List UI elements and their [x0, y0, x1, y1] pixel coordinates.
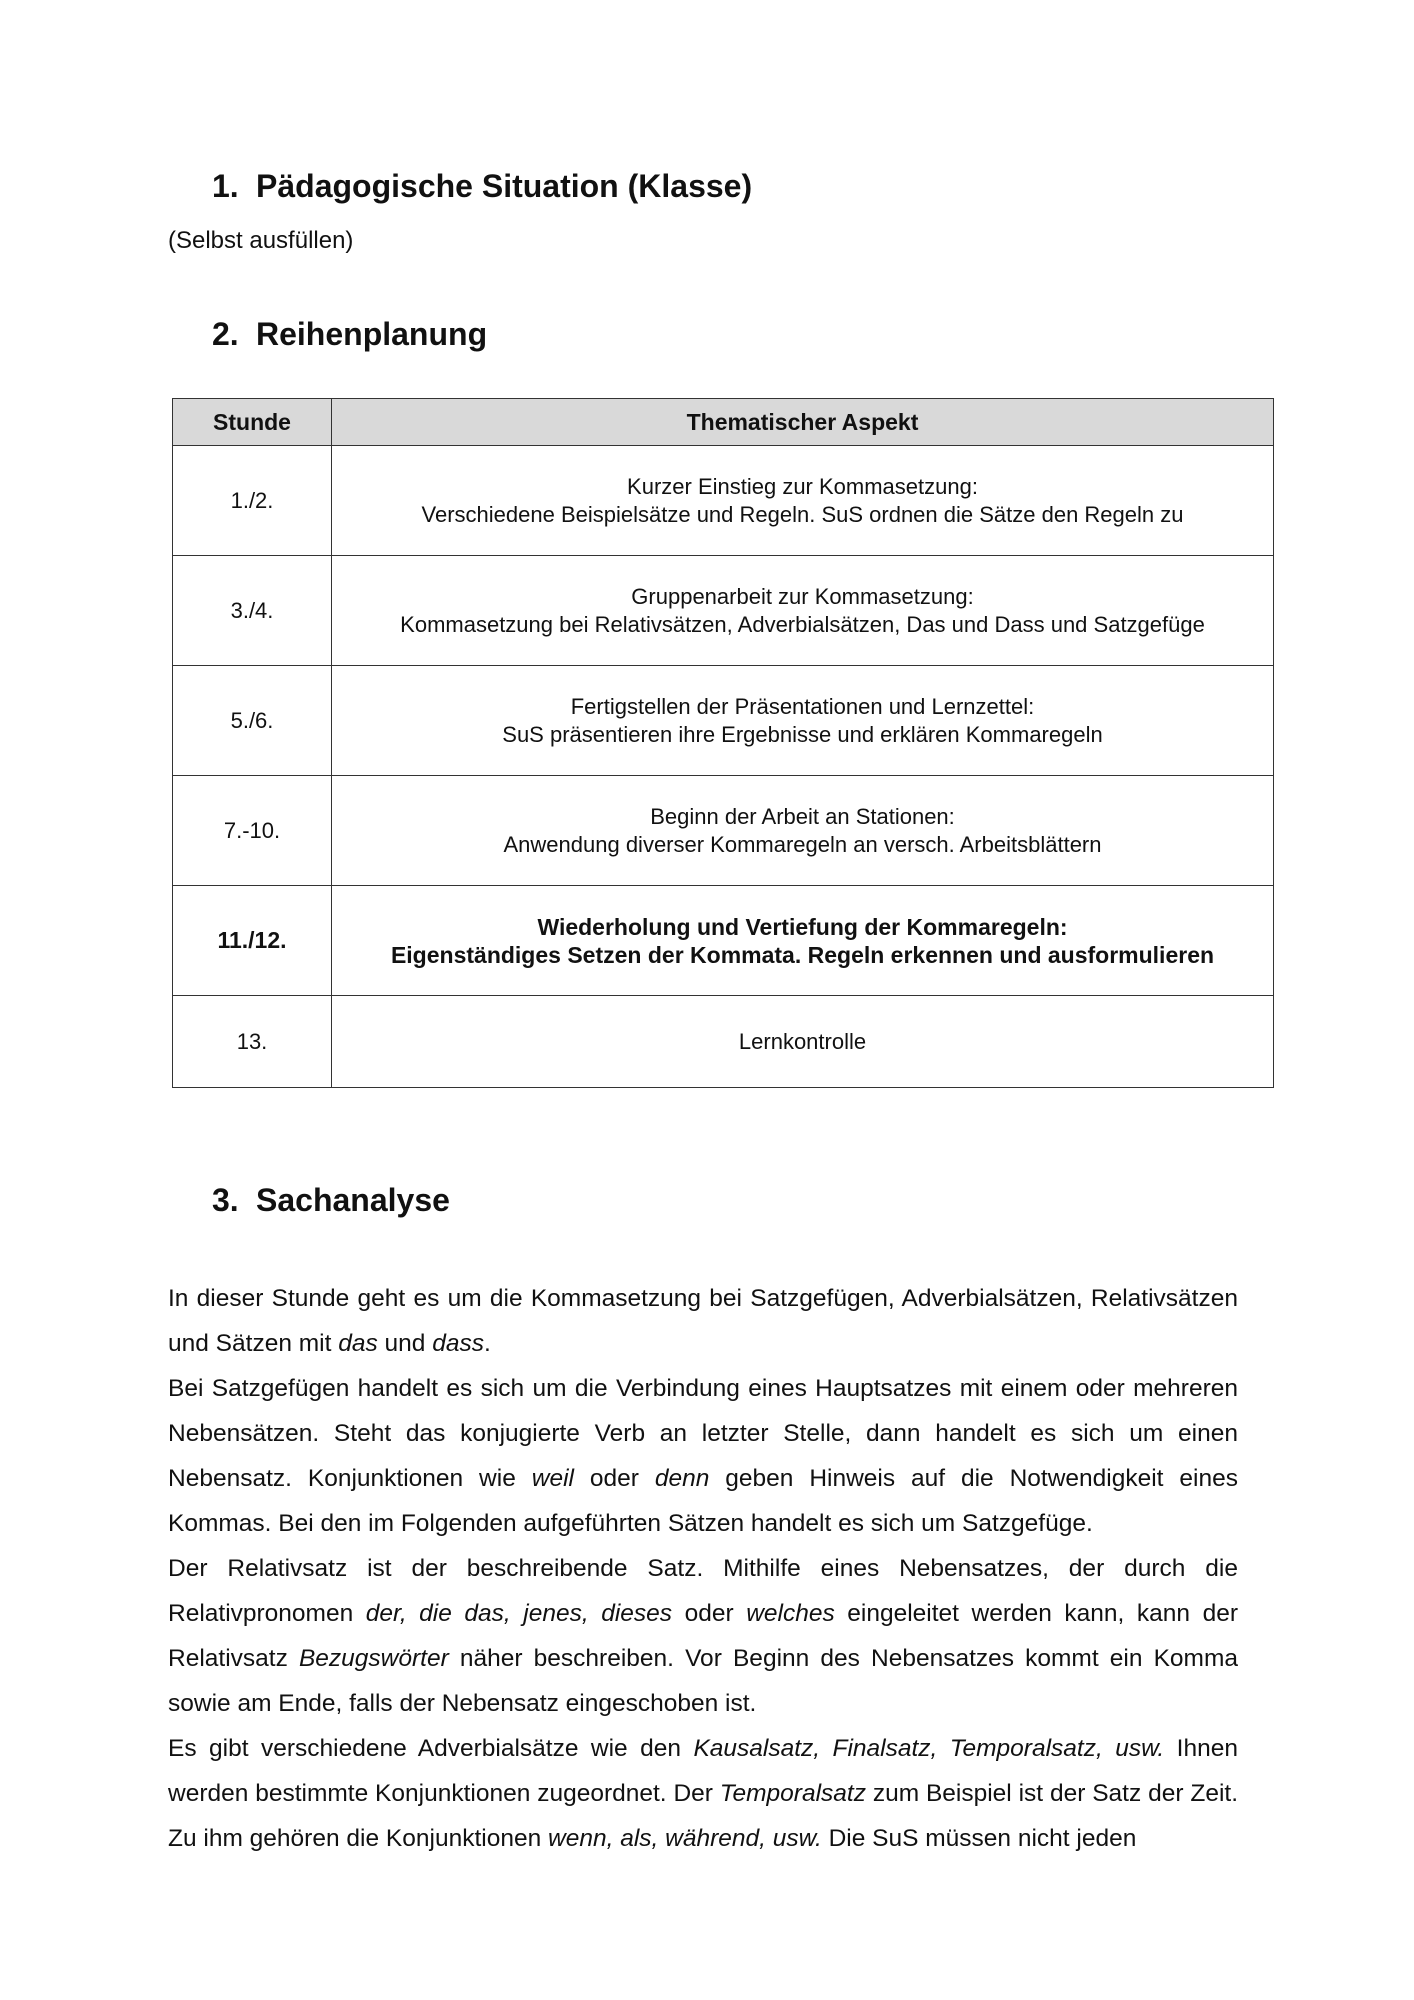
table-row [173, 446, 1274, 556]
paragraph [168, 1276, 1238, 1366]
fill-in-note: (Selbst ausfüllen) [168, 227, 354, 254]
lesson-number-cell: 7.-10. [173, 776, 332, 886]
topic-detail: Eigenständiges Setzen der Kommata. Regeln erkennen und ausformulieren [390, 941, 1215, 968]
lesson-number-cell: 13. [173, 996, 332, 1088]
text-run: geben Hinweis auf die Notwendigkeit eines Kommas. Bei den im Folgenden aufgeführten Sätzen handelt es sich um Satzgefüge. [168, 1465, 1238, 1537]
topic-title: Lernkontrolle [738, 1028, 867, 1054]
italic-term: der, die das, jenes, dieses [365, 1600, 673, 1627]
text-run: zum Beispiel ist der Satz der Zeit. Zu ihm gehören die Konjunktionen [168, 1780, 1239, 1852]
italic-term: welches [746, 1600, 835, 1627]
topic-cell [332, 556, 1274, 666]
italic-term: weil [531, 1465, 574, 1492]
lesson-number-cell: 1./2. [173, 446, 332, 556]
table-row-highlighted [173, 886, 1274, 996]
column-header-stunde: Stunde [173, 399, 332, 446]
topic-cell [332, 666, 1274, 776]
table-row [173, 666, 1274, 776]
section-heading-reihenplanung [212, 316, 487, 353]
paragraph [168, 1726, 1238, 1861]
topic-title: Fertigstellen der Präsentationen und Lernzettel: [570, 693, 1035, 719]
section-title: Pädagogische Situation (Klasse) [256, 168, 753, 204]
section-number: 2. [212, 316, 239, 352]
topic-detail: Kommasetzung bei Relativsätzen, Adverbialsätzen, Das und Dass und Satzgefüge [400, 611, 1205, 637]
table-row [173, 776, 1274, 886]
section-title: Sachanalyse [256, 1182, 450, 1218]
lesson-number-cell: 5./6. [173, 666, 332, 776]
table-row [173, 996, 1274, 1088]
topic-detail: Verschiedene Beispielsätze und Regeln. SuS ordnen die Sätze den Regeln zu [421, 501, 1184, 527]
italic-term: wenn, als, während, usw. [548, 1825, 822, 1852]
topic-title: Kurzer Einstieg zur Kommasetzung: [627, 473, 978, 499]
text-run: Ihnen werden bestimmte Konjunktionen zugeordnet. Der [168, 1735, 1238, 1807]
text-run: In dieser Stunde geht es um die Kommasetzung bei Satzgefügen, Adverbialsätzen, Relativsätzen und Sätzen mit [168, 1285, 1238, 1357]
paragraph [168, 1546, 1238, 1726]
text-run: Der Relativsatz ist der beschreibende Satz. Mithilfe eines Nebensatzes, der durch die Relativpronomen [168, 1555, 1238, 1627]
topic-detail: SuS präsentieren ihre Ergebnisse und erklären Kommaregeln [502, 721, 1103, 747]
topic-title: Gruppenarbeit zur Kommasetzung: [631, 583, 974, 609]
section-heading-paedagogische-situation [212, 168, 752, 205]
topic-cell [332, 886, 1274, 996]
section-number: 3. [212, 1182, 239, 1218]
italic-term: denn [654, 1465, 710, 1492]
text-run: oder [573, 1465, 655, 1492]
topic-cell [332, 776, 1274, 886]
paragraph [168, 1366, 1238, 1546]
topic-title: Beginn der Arbeit an Stationen: [650, 803, 955, 829]
text-run: eingeleitet werden kann, kann der Relativsatz [168, 1600, 1238, 1672]
topic-title: Wiederholung und Vertiefung der Kommaregeln: [537, 913, 1068, 940]
text-run: Die SuS müssen nicht jeden [821, 1825, 1137, 1852]
lesson-number-cell: 11./12. [173, 886, 332, 996]
text-run: und [377, 1330, 433, 1357]
sachanalyse-body [168, 1276, 1238, 1861]
italic-term: dass [432, 1330, 485, 1357]
table-header-row [173, 399, 1274, 446]
text-run: oder [672, 1600, 747, 1627]
topic-cell [332, 996, 1274, 1088]
text-run: . [484, 1330, 491, 1357]
italic-term: das [338, 1330, 378, 1357]
lesson-plan-table [172, 398, 1274, 1088]
column-header-thematischer-aspekt: Thematischer Aspekt [332, 399, 1274, 446]
text-run: Bei Satzgefügen handelt es sich um die Verbindung eines Hauptsatzes mit einem oder mehreren Nebensätzen. Steht das konjugierte Verb an letzter Stelle, dann handelt es sich um einen Nebensatz. Konjunktionen wie [168, 1375, 1238, 1492]
italic-term: Bezugswörter [298, 1645, 449, 1672]
section-heading-sachanalyse [212, 1182, 450, 1219]
text-run: näher beschreiben. Vor Beginn des Nebensatzes kommt ein Komma sowie am Ende, falls der Nebensatz eingeschoben ist. [168, 1645, 1238, 1717]
section-title: Reihenplanung [256, 316, 488, 352]
italic-term: Temporalsatz [719, 1780, 866, 1807]
text-run: Es gibt verschiedene Adverbialsätze wie den [168, 1735, 694, 1762]
topic-cell [332, 446, 1274, 556]
section-number: 1. [212, 168, 239, 204]
topic-detail: Anwendung diverser Kommaregeln an versch. Arbeitsblättern [503, 831, 1102, 857]
italic-term: Kausalsatz, Finalsatz, Temporalsatz, usw. [693, 1735, 1165, 1762]
table-row [173, 556, 1274, 666]
lesson-number-cell: 3./4. [173, 556, 332, 666]
